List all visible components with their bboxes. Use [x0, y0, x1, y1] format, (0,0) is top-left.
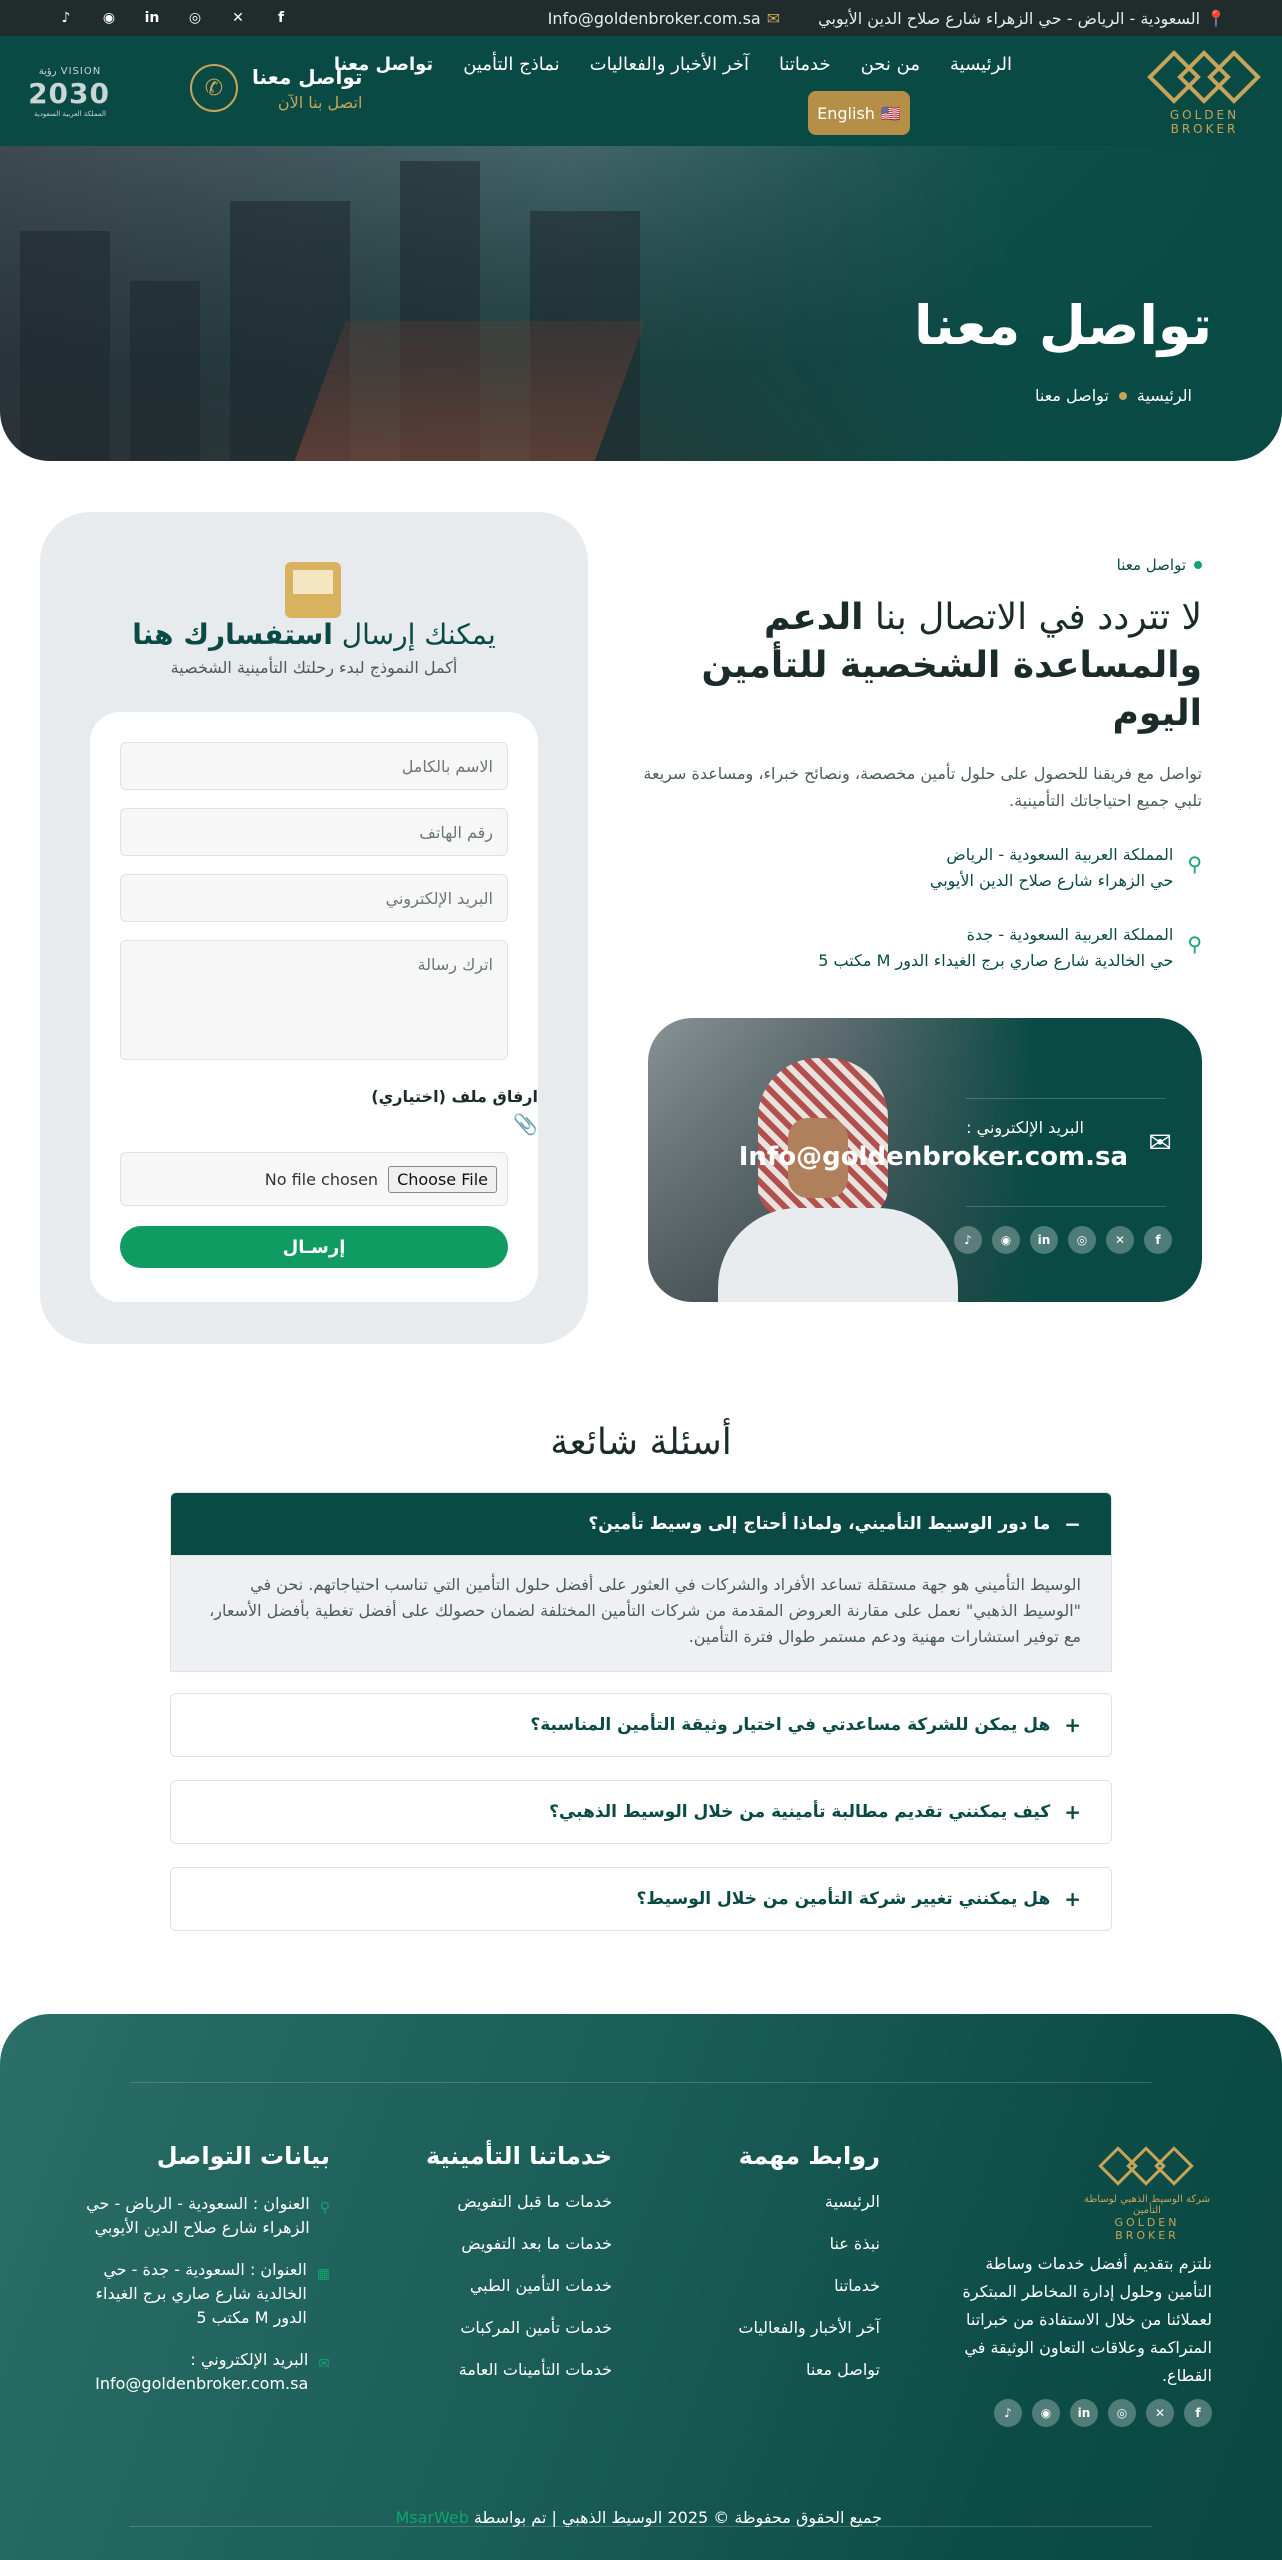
- top-socials: [56, 8, 291, 28]
- main-nav: [334, 54, 1012, 75]
- breadcrumb-separator: [1119, 392, 1127, 400]
- faq-item: [170, 1867, 1112, 1931]
- snapchat-icon[interactable]: ◉: [992, 1226, 1020, 1254]
- nav-contact[interactable]: تواصل معنا: [333, 54, 434, 75]
- nav-services[interactable]: خدماتنا: [778, 54, 831, 75]
- top-bar: [0, 0, 1282, 36]
- instagram-icon[interactable]: ◎: [188, 10, 202, 26]
- tiktok-icon[interactable]: ♪: [994, 2399, 1022, 2427]
- top-address: [818, 9, 1226, 28]
- intro-heading: [642, 594, 1202, 738]
- footer-services-column: [426, 2142, 612, 2402]
- address-line-1: المملكة العربية السعودية - الرياض: [946, 845, 1174, 864]
- footer-link-about[interactable]: نبذة عنا: [829, 2234, 880, 2253]
- submit-button[interactable]: إرسـال: [120, 1226, 508, 1268]
- breadcrumb-home[interactable]: الرئيسية: [1136, 386, 1192, 405]
- faq-question-text: هل يمكنني تغيير شركة التأمين من خلال الوسيط؟: [636, 1889, 1051, 1909]
- envelope-icon: ✉: [766, 8, 781, 28]
- faq-question-open[interactable]: [170, 1492, 1112, 1556]
- vision-2030-logo: [30, 66, 110, 121]
- footer-link-contact[interactable]: تواصل معنا: [806, 2360, 880, 2379]
- vision-top-text: VISION رؤية: [38, 66, 102, 77]
- vision-subtext: المملكة العربية السعودية: [34, 110, 106, 118]
- divider: [966, 1098, 1166, 1099]
- address-line-2: حي الزهراء شارع صلاح الدين الأيوبي: [929, 871, 1174, 890]
- linkedin-icon[interactable]: in: [1070, 2399, 1098, 2427]
- email-card: [648, 1018, 1202, 1302]
- instagram-icon[interactable]: ◎: [1108, 2399, 1136, 2427]
- map-pin-icon: ⚲: [319, 2200, 330, 2216]
- form-subtitle: أكمل النموذج لبدء رحلتك التأمينية الشخصية: [170, 658, 458, 677]
- footer-service-post-auth[interactable]: خدمات ما بعد التفويض: [461, 2234, 612, 2253]
- footer-service-vehicle[interactable]: خدمات تأمين المركبات: [460, 2318, 612, 2337]
- footer-contact-item: [60, 2258, 330, 2330]
- form-heading: [40, 618, 588, 651]
- footer-description: نلتزم بتقديم أفضل خدمات وساطة التأمين وحلول إدارة المخاطر المبتكرة لعملائنا من خلال الاستفادة من خبراتنا المتراكمة وعلاقات التعاون الوثيقة في القطاع.: [962, 2254, 1212, 2385]
- address-lines: [930, 842, 1173, 894]
- footer-services-title: خدماتنا التأمينية: [425, 2142, 612, 2170]
- language-label: English: [817, 103, 875, 123]
- intro-paragraph: تواصل مع فريقنا للحصول على حلول تأمين مخصصة، ونصائح خبراء، ومساعدة سريعة تلبي جميع احتياجاتك التأمينية.: [643, 764, 1202, 810]
- envelope-icon: ✉: [318, 2356, 330, 2372]
- main-header: [0, 36, 1282, 146]
- call-us[interactable]: [190, 64, 362, 112]
- facebook-icon[interactable]: f: [277, 10, 285, 26]
- intro-heading-plain: لا تتردد في الاتصال بنا: [863, 597, 1202, 638]
- hero-road-shape: [295, 321, 646, 461]
- email-card-socials: [954, 1226, 1172, 1254]
- breadcrumb: [1035, 386, 1192, 405]
- footer-contact-text[interactable]: البريد الإلكتروني : Info@goldenbroker.com.sa: [95, 2350, 309, 2393]
- faq-question[interactable]: [170, 1780, 1112, 1844]
- linkedin-icon[interactable]: in: [1030, 1226, 1058, 1254]
- footer-divider: [130, 2082, 1152, 2083]
- facebook-icon[interactable]: f: [1184, 2399, 1212, 2427]
- nav-insurance-forms[interactable]: نماذج التأمين: [463, 54, 560, 75]
- section-tag: [642, 556, 1202, 574]
- footer-contact-title: بيانات التواصل: [156, 2142, 330, 2170]
- address-jeddah: [642, 922, 1202, 974]
- faq-item: [170, 1492, 1112, 1672]
- top-email[interactable]: [548, 9, 781, 28]
- address-line-1: المملكة العربية السعودية - جدة: [966, 925, 1174, 944]
- breadcrumb-current: تواصل معنا: [1034, 386, 1109, 405]
- nav-about[interactable]: من نحن: [860, 54, 920, 75]
- copyright: [395, 2508, 882, 2527]
- mail-icon: ✉: [1148, 1126, 1172, 1159]
- footer-logo-wordmark: GOLDEN BROKER: [1114, 2216, 1180, 2242]
- snapchat-icon[interactable]: ◉: [1032, 2399, 1060, 2427]
- site-footer: [0, 2014, 1282, 2560]
- message-textarea[interactable]: اترك رسالة: [120, 940, 508, 1060]
- page-hero: [0, 146, 1282, 461]
- no-file-text: No file chosen: [264, 1169, 379, 1189]
- footer-contact-item: [60, 2192, 330, 2240]
- faq-answer: الوسيط التأميني هو جهة مستقلة تساعد الأفراد والشركات في العثور على أفضل حلول التأمين التي تناسب احتياجاتهم. نحن في "الوسيط الذهبي" نعمل على مقارنة العروض المقدمة من شركات التأمين المختلفة لضمان حصولك على أفضل تغطية بأفضل الأسعار، مع توفير استشارات مهنية ودعم مستمر طوال فترة التأمين.: [170, 1556, 1112, 1672]
- tiktok-icon[interactable]: ♪: [954, 1226, 982, 1254]
- page-title: تواصل معنا: [913, 294, 1212, 357]
- footer-service-general[interactable]: خدمات التأمينات العامة: [458, 2360, 612, 2379]
- map-pin-icon: ⚲: [1187, 852, 1202, 876]
- attach-label: ارفاق ملف (اختياري): [371, 1087, 538, 1106]
- faq-question[interactable]: [170, 1867, 1112, 1931]
- top-email-text[interactable]: Info@goldenbroker.com.sa: [547, 8, 761, 28]
- faq-item: [170, 1693, 1112, 1757]
- tiktok-icon[interactable]: ♪: [61, 10, 71, 26]
- choose-file-button[interactable]: Choose File: [388, 1166, 497, 1193]
- section-tag-text: تواصل معنا: [1116, 556, 1186, 574]
- form-heading-bold: استفسارك هنا: [132, 618, 333, 651]
- inquiry-form-card: [40, 512, 588, 1344]
- faq-title: أسئلة شائعة: [550, 1422, 732, 1463]
- language-button[interactable]: [808, 91, 910, 135]
- linkedin-icon[interactable]: in: [144, 10, 160, 26]
- email-input[interactable]: البريد الإلكتروني: [120, 874, 508, 922]
- phone-icon[interactable]: ✆: [190, 64, 238, 112]
- vision-year: 2030: [28, 77, 110, 110]
- paperclip-icon: 📎: [513, 1112, 538, 1136]
- call-subtitle: اتصل بنا الآن: [277, 92, 363, 112]
- divider: [966, 1206, 1166, 1207]
- call-title: تواصل معنا: [252, 64, 363, 89]
- building-icon: ▦: [316, 2266, 330, 2282]
- x-icon[interactable]: ✕: [1106, 1226, 1134, 1254]
- envelope-icon: [285, 562, 341, 618]
- footer-logo-arabic: شركة الوسيط الذهبي لوساطة التأمين: [1083, 2194, 1211, 2216]
- full-name-input[interactable]: الاسم بالكامل: [120, 742, 508, 790]
- hero-building-shape: [130, 281, 200, 461]
- hero-building-shape: [20, 231, 110, 461]
- form-heading-plain: يمكنك إرسال: [332, 618, 496, 651]
- footer-contact-column: [60, 2142, 330, 2414]
- plus-icon: +: [1064, 1713, 1081, 1737]
- x-icon[interactable]: ✕: [232, 10, 244, 26]
- snapchat-icon[interactable]: ◉: [102, 10, 116, 26]
- copyright-text: جميع الحقوق محفوظة © 2025 الوسيط الذهبي | تم بواسطة: [468, 2508, 882, 2527]
- email-value[interactable]: Info@goldenbroker.com.sa: [738, 1142, 1128, 1172]
- instagram-icon[interactable]: ◎: [1068, 1226, 1096, 1254]
- logo-wordmark: GOLDEN BROKER: [1169, 108, 1240, 136]
- tag-dot: [1194, 561, 1202, 569]
- footer-link-home[interactable]: الرئيسية: [824, 2192, 880, 2211]
- call-text: [252, 65, 362, 112]
- intro-heading-bold: الدعم والمساعدة الشخصية للتأمين اليوم: [701, 597, 1202, 734]
- location-pin-icon: 📍: [1206, 8, 1226, 28]
- golden-broker-logo[interactable]: [1137, 48, 1272, 136]
- footer-links-column: [738, 2142, 880, 2402]
- x-icon[interactable]: ✕: [1146, 2399, 1174, 2427]
- footer-link-services[interactable]: خدماتنا: [834, 2276, 880, 2295]
- map-pin-icon: ⚲: [1187, 932, 1202, 956]
- footer-service-pre-auth[interactable]: خدمات ما قبل التفويض: [457, 2192, 612, 2211]
- man-on-phone-image: [718, 1058, 918, 1302]
- footer-contact-text: العنوان : السعودية - الرياض - حي الزهراء شارع صلاح الدين الأيوبي: [86, 2194, 310, 2237]
- faq-question-text: هل يمكن للشركة مساعدتي في اختيار وثيقة التأمين المناسبة؟: [530, 1715, 1051, 1735]
- contact-intro: [642, 556, 1202, 814]
- faq-question-text: كيف يمكنني تقديم مطالبة تأمينية من خلال الوسيط الذهبي؟: [549, 1802, 1051, 1822]
- address-lines: [818, 922, 1173, 974]
- address-riyadh: [642, 842, 1202, 894]
- file-input[interactable]: [120, 1152, 508, 1206]
- faq-item: [170, 1780, 1112, 1844]
- plus-icon: +: [1064, 1887, 1081, 1911]
- nav-news[interactable]: آخر الأخبار والفعاليات: [589, 54, 749, 75]
- facebook-icon[interactable]: f: [1144, 1226, 1172, 1254]
- nav-home[interactable]: الرئيسية: [950, 54, 1012, 75]
- footer-contact-item: [60, 2348, 330, 2396]
- us-flag-icon: 🇺🇸: [880, 103, 901, 123]
- developer-link[interactable]: MsarWeb: [395, 2508, 469, 2527]
- top-address-text: السعودية - الرياض - حي الزهراء شارع صلاح الدين الأيوبي: [818, 8, 1201, 28]
- faq-question[interactable]: [170, 1693, 1112, 1757]
- inquiry-form: [90, 712, 538, 1302]
- footer-service-medical[interactable]: خدمات التأمين الطبي: [469, 2276, 612, 2295]
- footer-contact-text: العنوان : السعودية - جدة - حي الخالدية شارع صاري برج الغيداء الدور M مكتب 5: [95, 2260, 307, 2327]
- footer-link-news[interactable]: آخر الأخبار والفعاليات: [738, 2318, 880, 2337]
- footer-links-title: روابط مهمة: [738, 2142, 880, 2170]
- top-contact-info: [548, 9, 1226, 28]
- footer-logo[interactable]: [1082, 2144, 1212, 2242]
- faq-question-text: ما دور الوسيط التأميني، ولماذا أحتاج إلى وسيط تأمين؟: [588, 1514, 1051, 1534]
- plus-icon: +: [1064, 1800, 1081, 1824]
- minus-icon: −: [1064, 1512, 1081, 1536]
- footer-socials: [994, 2399, 1212, 2427]
- address-line-2: حي الخالدية شارع صاري برج الغيداء الدور M مكتب 5: [818, 951, 1174, 970]
- logo-diamonds-icon: [1137, 48, 1272, 108]
- phone-input[interactable]: رقم الهاتف: [120, 808, 508, 856]
- logo-diamonds-icon: [1082, 2144, 1212, 2188]
- email-label: البريد الإلكتروني :: [966, 1118, 1084, 1137]
